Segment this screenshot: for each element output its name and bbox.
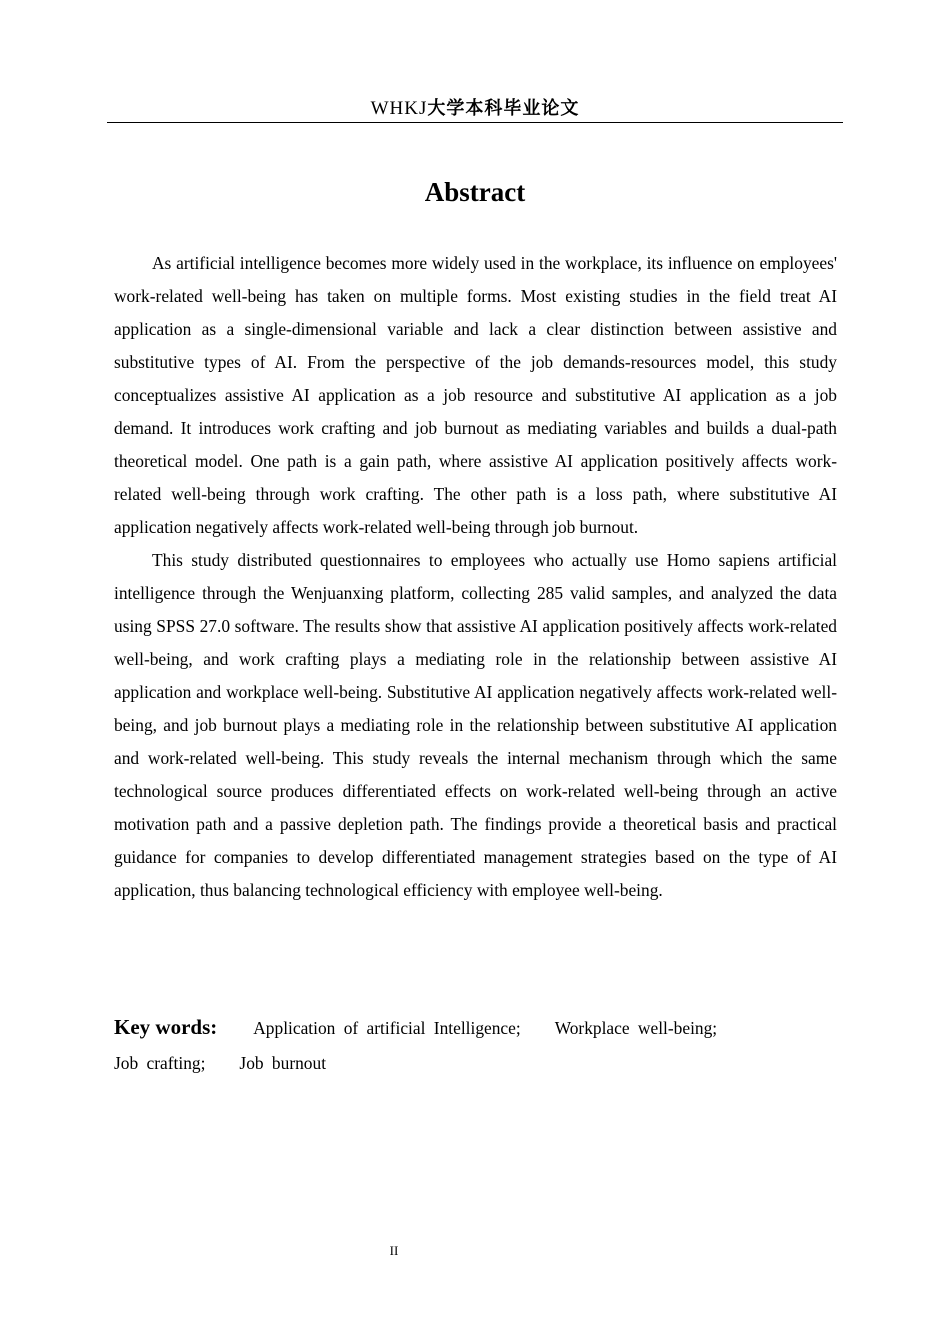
header-chinese: 大学本科毕业论文 (427, 98, 580, 119)
abstract-paragraph-1: As artificial intelligence becomes more widely used in the workplace, its influence on employees' work-related well-being has taken on multiple forms. Most existing studies in the field treat AI application as a single-dimensional variable and lack a clear distinction between assistive and substitutive types of AI. From the perspective of the job demands-resources model, this study conceptualizes assistive AI application as a job resource and substitutive AI application as a job demand. It introduces work crafting and job burnout as mediating variables and builds a dual-path theoretical model. One path is a gain path, where assistive AI application positively affects work-related well-being through work crafting. The other path is a loss path, where substitutive AI application negatively affects work-related well-being through job burnout. (114, 253, 837, 537)
abstract-title: Abstract (424, 177, 526, 207)
page-number: II (389, 1243, 399, 1258)
header-rule (107, 122, 843, 123)
running-header (107, 96, 843, 122)
keyword-item: Job crafting; (114, 1053, 206, 1073)
keyword-item: Application of artificial Intelligence; (253, 1018, 521, 1038)
keyword-item: Job burnout (239, 1053, 327, 1073)
keywords (114, 1010, 837, 1081)
abstract-body (114, 247, 837, 907)
keyword-item: Workplace well-being; (554, 1018, 718, 1038)
header-latin: WHKJ (370, 98, 428, 119)
abstract-paragraph-2: This study distributed questionnaires to employees who actually use Homo sapiens artificial intelligence through the Wenjuanxing platform, collecting 285 valid samples, and analyzed the data using SPSS 27.0 software. The results show that assistive AI application positively affects work-related well-being, and work crafting plays a mediating role in the relationship between assistive AI application and workplace well-being. Substitutive AI application negatively affects work-related well-being, and job burnout plays a mediating role in the relationship between substitutive AI application and work-related well-being. This study reveals the internal mechanism through which the same technological source produces differentiated effects on work-related well-being through an active motivation path and a passive depletion path. The findings provide a theoretical basis and practical guidance for companies to develop differentiated management strategies based on the type of AI application, thus balancing technological efficiency with employee well-being. (114, 550, 837, 900)
keywords-label: Key words: (114, 1015, 218, 1039)
